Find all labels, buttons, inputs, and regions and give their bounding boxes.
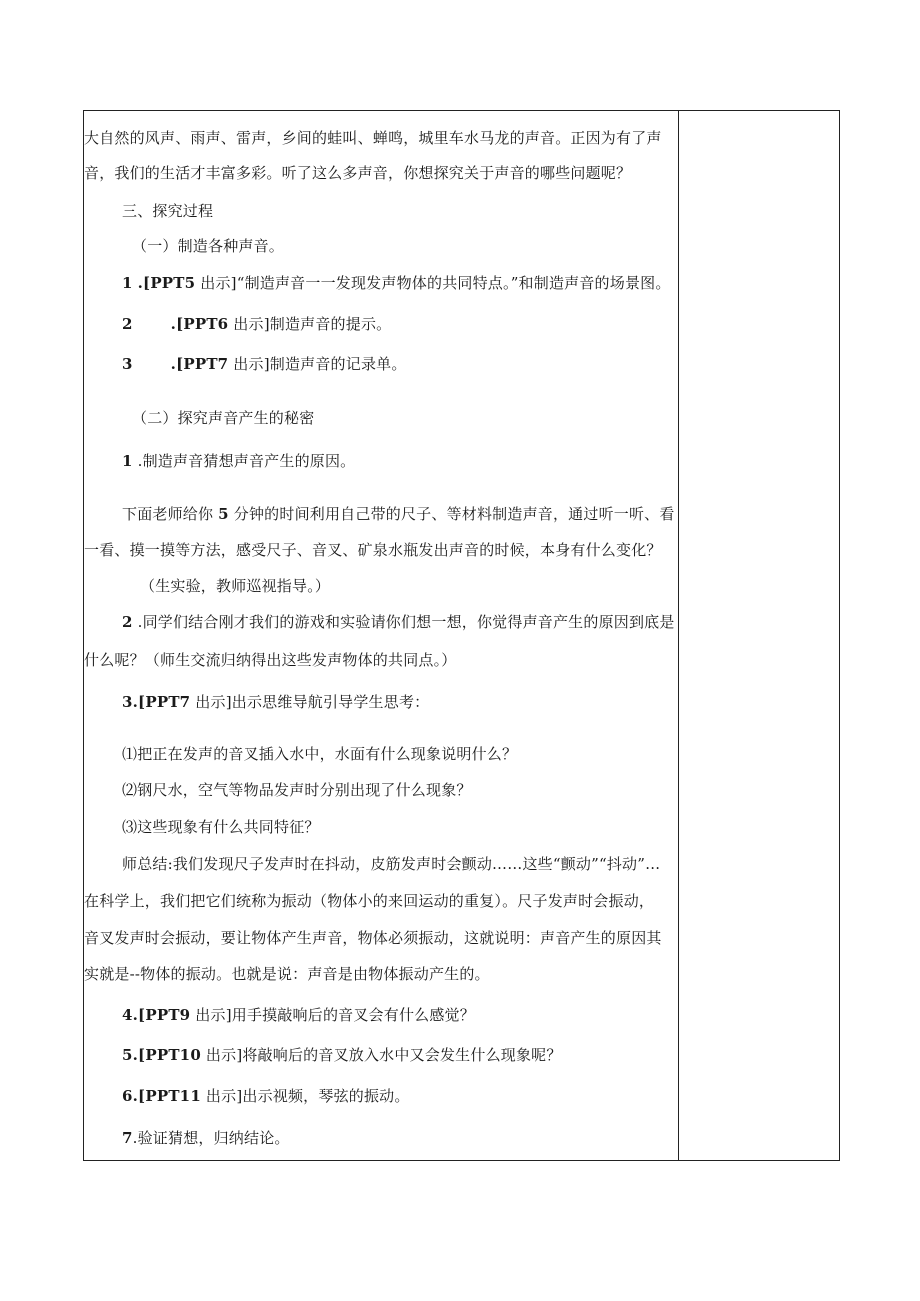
question-item: ⑶这些现象有什么共同特征？ [122, 818, 320, 836]
subsection-heading: （二）探究声音产生的秘密 [132, 409, 315, 427]
item-text: 出示]制造声音的提示。 [233, 315, 392, 333]
list-item [122, 273, 671, 293]
text-line: 大自然的风声、雨声、雷声，乡间的蛙叫、蝉鸣，城里车水马龙的声音。正因为有了声 [84, 129, 662, 147]
item-text: 出示]出示思维导航引导学生思考： [195, 693, 430, 711]
text-line: 在科学上，我们把它们统称为振动（物体小的来回运动的重复）。尺子发声时会振动， [84, 892, 655, 910]
list-item [122, 314, 391, 334]
item-text: .验证猜想，归纳结论。 [132, 1129, 290, 1147]
ppt-label: .[PPT7 [170, 355, 229, 373]
question-item: ⑵钢尺水，空气等物品发声时分别出现了什么现象？ [122, 781, 472, 799]
item-text: .制造声音猜想声音产生的原因。 [137, 452, 356, 470]
list-item [122, 1045, 562, 1065]
ppt-label: 6.[PPT11 [122, 1087, 201, 1105]
list-item [122, 612, 675, 632]
ppt-label: .[PPT6 [170, 315, 229, 333]
item-text: 出示]制造声音的记录单。 [233, 355, 407, 373]
lesson-table [83, 110, 840, 1161]
item-number: 7 [122, 1129, 133, 1147]
section-heading: 三、探究过程 [122, 202, 214, 220]
text-number: 5 [218, 505, 229, 523]
text-line: 一看、摸一摸等方法，感受尺子、音叉、矿泉水瓶发出声音的时候，本身有什么变化？ [84, 541, 662, 559]
list-item [122, 354, 407, 374]
text-line: 什么呢？（师生交流归纳得出这些发声物体的共同点。） [84, 651, 457, 669]
lesson-content-cell [84, 111, 678, 1160]
item-number: 2 [122, 613, 133, 631]
ppt-label: 3.[PPT7 [122, 693, 191, 711]
item-number: 1 [122, 452, 133, 470]
text-line: （生实验，教师巡视指导。） [140, 577, 331, 595]
item-number: 1 [122, 274, 133, 292]
text-fragment: 分钟的时间利用自己带的尺子、等材料制造声音，通过听一听、看 [233, 505, 675, 523]
item-text: 出示]用手摸敲响后的音叉会有什么感觉？ [195, 1006, 475, 1024]
list-item [122, 1005, 475, 1025]
text-line [122, 504, 675, 524]
list-item [122, 692, 429, 712]
ppt-label: 5.[PPT10 [122, 1046, 201, 1064]
item-text: 出示]将敲响后的音叉放入水中又会发生什么现象呢？ [205, 1046, 562, 1064]
item-number: 2 [122, 315, 133, 333]
ppt-label: .[PPT5 [137, 274, 196, 292]
text-line: 音叉发声时会振动，要让物体产生声音，物体必须振动，这就说明：声音产生的原因其 [84, 929, 662, 947]
text-line: 实就是--物体的振动。也就是说：声音是由物体振动产生的。 [84, 965, 490, 983]
item-text: 出示]“制造声音一一发现发声物体的共同特点。”和制造声音的场景图。 [200, 274, 671, 292]
question-item: ⑴把正在发声的音叉插入水中，水面有什么现象说明什么？ [122, 745, 518, 763]
list-item [122, 1086, 410, 1106]
item-text: .同学们结合刚才我们的游戏和实验请你们想一想，你觉得声音产生的原因到底是 [137, 613, 675, 631]
item-number: 3 [122, 355, 133, 373]
ppt-label: 4.[PPT9 [122, 1006, 191, 1024]
subsection-heading: （一）制造各种声音。 [132, 237, 285, 255]
text-line: 音，我们的生活才丰富多彩。听了这么多声音，你想探究关于声音的哪些问题呢？ [84, 164, 632, 182]
notes-column [679, 111, 839, 1160]
text-line: 师总结:我们发现尺子发声时在抖动，皮筋发声时会颤动……这些“颤动”“抖动”… [122, 855, 661, 873]
list-item [122, 451, 355, 471]
text-fragment: 下面老师给你 [122, 505, 214, 523]
list-item [122, 1128, 290, 1148]
item-text: 出示]出示视频，琴弦的振动。 [205, 1087, 410, 1105]
